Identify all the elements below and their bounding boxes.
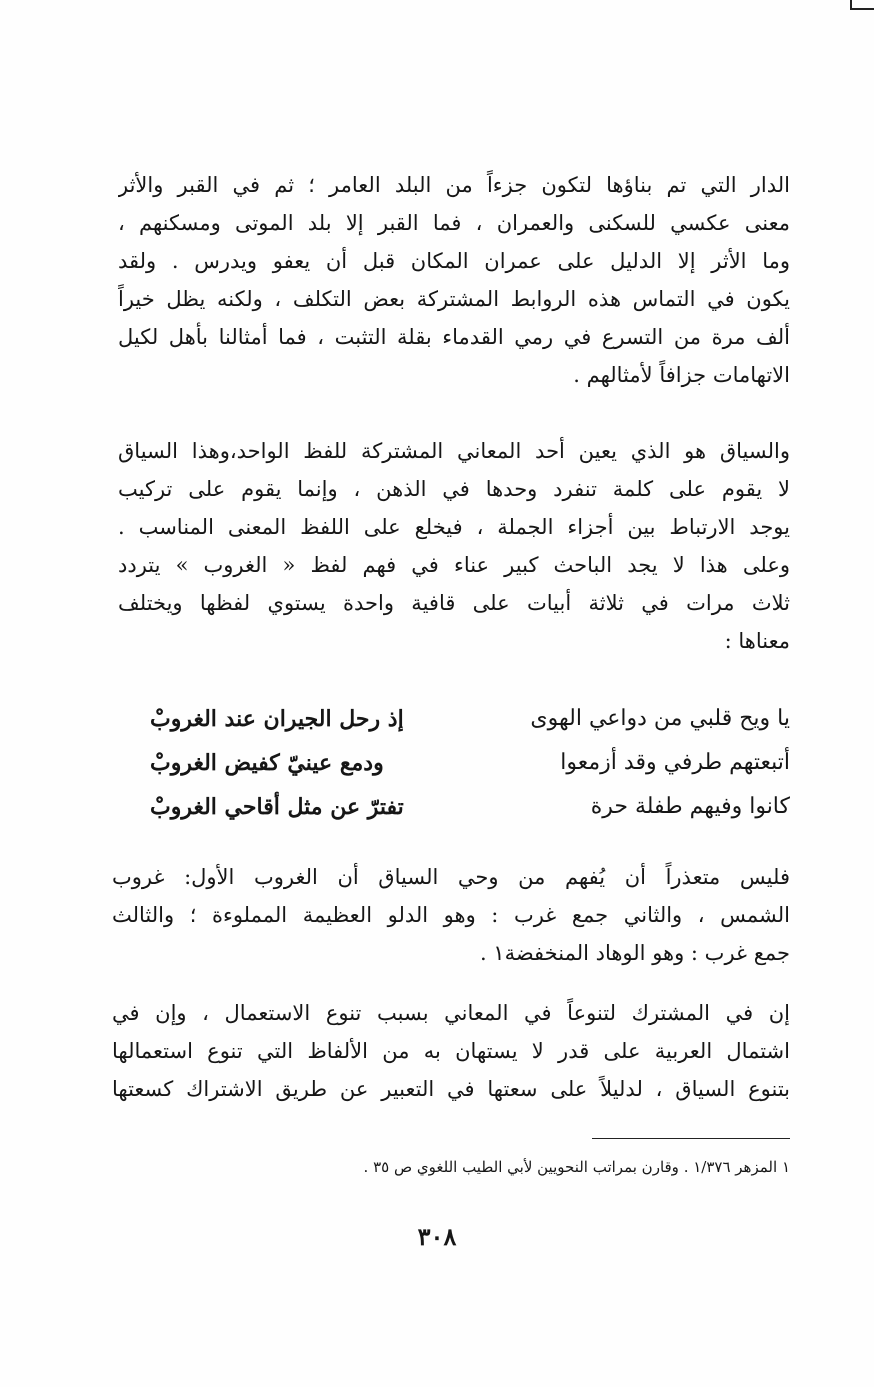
footnote-divider — [592, 1138, 790, 1139]
verse-first-hemistich: أتبعتهم طرفي وقد أزمعوا — [560, 750, 790, 775]
paragraph-line: بتنوع السياق ، لدليلاً على سعتها في التعبير عن طريق الاشتراك كسعتها — [112, 1077, 790, 1101]
scan-corner-mark — [850, 0, 874, 10]
paragraph-line: لا يقوم على كلمة تنفرد وحدها في الذهن ، وإنما يقوم على تركيب — [118, 477, 790, 501]
paragraph-line: وعلى هذا لا يجد الباحث كبير عناء في فهم لفظ « الغروب » يتردد — [118, 553, 790, 577]
paragraph-line: ألف مرة من التسرع في رمي القدماء بقلة التثبت ، فما أمثالنا بأهل لكيل — [118, 325, 790, 349]
page-number: ٣٠٨ — [417, 1222, 457, 1251]
verse-line — [150, 741, 790, 785]
paragraph-2 — [118, 432, 790, 660]
paragraph-line: معنى عكسي للسكنى والعمران ، فما القبر إلا بلد الموتى ومسكنهم ، — [118, 211, 790, 235]
footnote: ١ المزهر ١/٣٧٦ . وقارن بمراتب النحويين لأبي الطيب اللغوي ص ٣٥ . — [363, 1158, 790, 1176]
verse-second-hemistich: تفترّ عن مثل أقاحي الغروبْ — [150, 794, 404, 820]
paragraph-4 — [112, 994, 790, 1108]
verse-line — [150, 697, 790, 741]
verse-second-hemistich: إذ رحل الجيران عند الغروبْ — [150, 706, 404, 732]
paragraph-line: اشتمال العربية على قدر لا يستهان به من الألفاظ التي تنوع استعمالها — [112, 1039, 790, 1063]
verse-first-hemistich: يا ويح قلبي من دواعي الهوى — [530, 706, 790, 731]
paragraph-line: الشمس ، والثاني جمع غرب : وهو الدلو العظيمة المملوءة ؛ والثالث — [112, 903, 790, 927]
verse-line — [150, 785, 790, 829]
paragraph-line: الاتهامات جزافاً لأمثالهم . — [573, 363, 790, 387]
paragraph-1 — [118, 166, 790, 394]
poem-verses — [150, 697, 790, 829]
paragraph-line: إن في المشترك لتنوعاً في المعاني بسبب تنوع الاستعمال ، وإن في — [112, 1001, 790, 1025]
paragraph-line: الدار التي تم بناؤها لتكون جزءاً من البلد العامر ؛ ثم في القبر والأثر — [118, 173, 790, 197]
paragraph-line: فليس متعذراً أن يُفهم من وحي السياق أن الغروب الأول: غروب — [112, 865, 790, 889]
paragraph-3 — [112, 858, 790, 972]
paragraph-line: ثلاث مرات في ثلاثة أبيات على قافية واحدة يستوي لفظها ويختلف — [118, 591, 790, 615]
paragraph-line: وما الأثر إلا الدليل على عمران المكان قبل أن يعفو ويدرس . ولقد — [118, 249, 790, 273]
paragraph-line: معناها : — [724, 629, 790, 653]
verse-second-hemistich: ودمع عينيّ كفيض الغروبْ — [150, 750, 384, 776]
paragraph-line: يكون في التماس هذه الروابط المشتركة بعض التكلف ، ولكنه يظل خيراً — [118, 287, 790, 311]
paragraph-line: يوجد الارتباط بين أجزاء الجملة ، فيخلع على اللفظ المعنى المناسب . — [118, 515, 790, 539]
paragraph-line: جمع غرب : وهو الوهاد المنخفضة١ . — [479, 941, 790, 965]
verse-first-hemistich: كانوا وفيهم طفلة حرة — [590, 794, 790, 819]
paragraph-line: والسياق هو الذي يعين أحد المعاني المشتركة للفظ الواحد،وهذا السياق — [118, 439, 790, 463]
